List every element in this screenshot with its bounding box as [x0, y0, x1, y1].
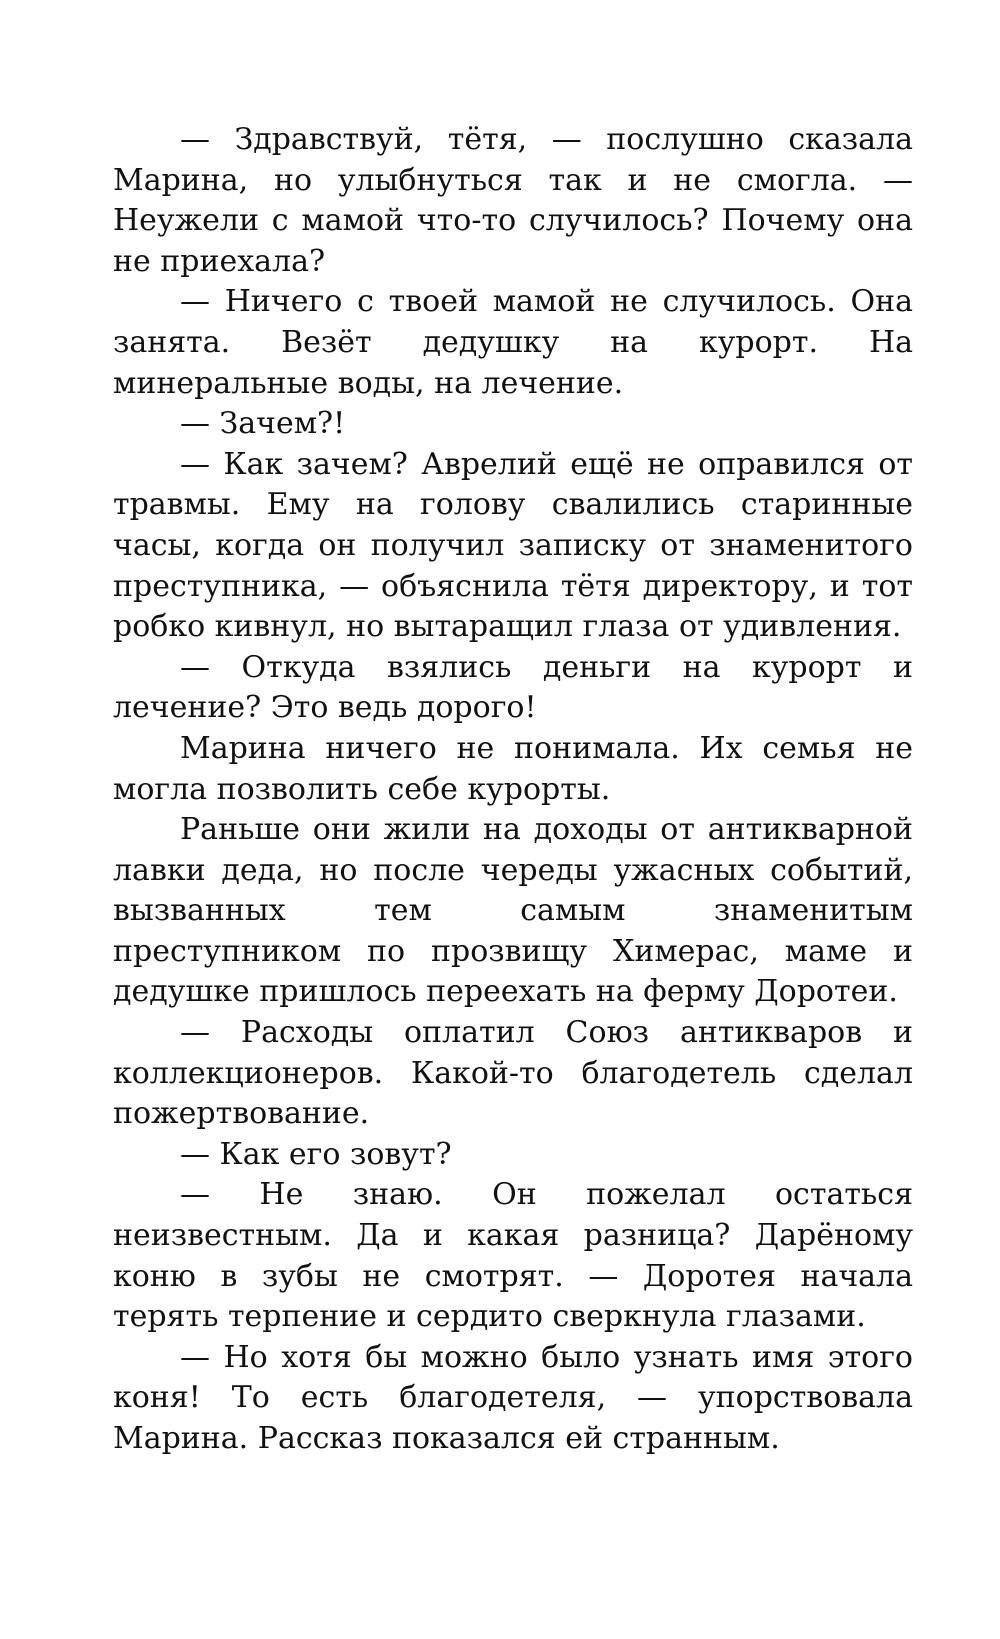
paragraph: — Откуда взялись деньги на курорт и лечение? Это ведь дорого! — [113, 649, 913, 726]
paragraph: — Не знаю. Он пожелал остаться неизвестным. Да и какая разница? Дарёному коню в зубы не смотрят. — Доротея начала терять терпение и сердито сверкнула глазами. — [113, 1177, 913, 1335]
paragraph: — Ничего с твоей мамой не случилось. Она занята. Везёт дедушку на курорт. На минеральные воды, на лечение. — [113, 284, 913, 401]
paragraph: Марина ничего не понимала. Их семья не могла позволить себе курорты. — [113, 730, 913, 807]
paragraph: — Как его зовут? — [180, 1136, 452, 1172]
paragraph: Раньше они жили на доходы от антикварной лавки деда, но после череды ужасных событий, вызванных тем самым знаменитым преступником по прозвищу Химерас, маме и дедушке пришлось переехать на ферму Доротеи. — [113, 812, 913, 1010]
page-text — [113, 120, 913, 1460]
paragraph: — Расходы оплатил Союз антикваров и коллекционеров. Какой-то благодетель сделал пожертвование. — [113, 1015, 913, 1132]
paragraph: — Как зачем? Аврелий ещё не оправился от травмы. Ему на голову свалились старинные часы, когда он получил записку от знаменитого преступника, — объяснила тётя директору, и тот робко кивнул, но вытаращил глаза от удивления. — [113, 446, 913, 645]
paragraph: — Здравствуй, тётя, — послушно сказала Марина, но улыбнуться так и не смогла. — Неужели с мамой что-то случилось? Почему она не приехала? — [113, 122, 913, 279]
paragraph: — Зачем?! — [180, 406, 346, 442]
paragraph: — Но хотя бы можно было узнать имя этого коня! То есть благодетеля, — упорствовала Марина. Рассказ показался ей странным. — [113, 1339, 913, 1456]
